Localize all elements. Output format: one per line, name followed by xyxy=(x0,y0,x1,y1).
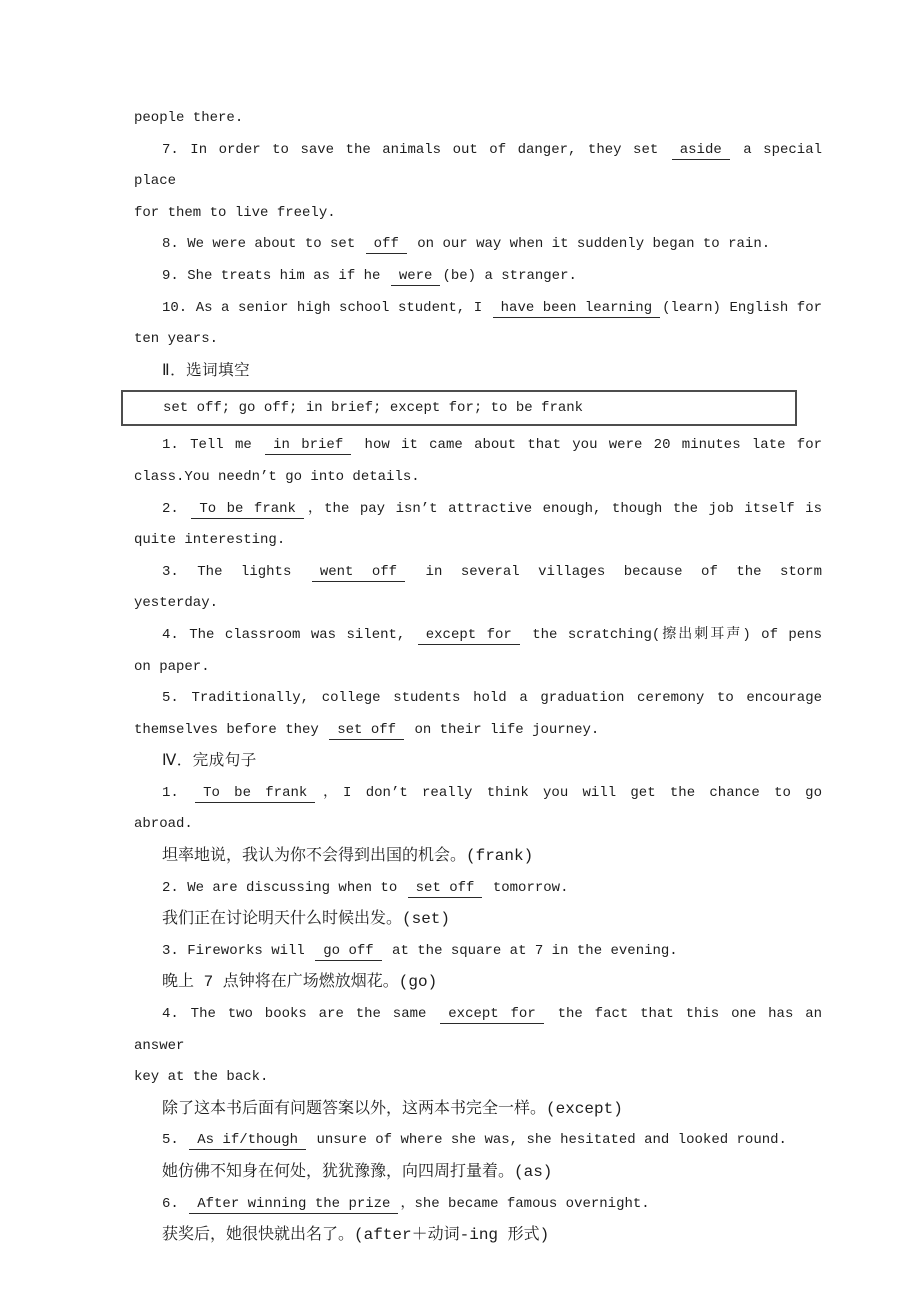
answer-blank: have been learning xyxy=(493,300,660,318)
exercise-line xyxy=(134,324,822,356)
text-run: 6. xyxy=(162,1195,188,1212)
text-run: ，she became famous overnight. xyxy=(400,1195,650,1212)
text-run: ten years. xyxy=(134,331,219,348)
text-run: 10. As a senior high school student, I xyxy=(162,299,491,316)
text-run: 2. We are discussing when to xyxy=(162,879,406,896)
text-run: key at the back. xyxy=(134,1069,269,1086)
text-run: Ⅳ．完成句子 xyxy=(162,752,257,771)
exercise-line xyxy=(134,1062,822,1094)
exercise-line xyxy=(134,1157,822,1189)
exercise-line xyxy=(134,1189,822,1221)
answer-blank: were xyxy=(391,268,441,286)
exercise-line xyxy=(134,557,822,589)
text-run: 1. Tell me xyxy=(162,437,264,454)
text-run: (learn) English for xyxy=(662,299,822,316)
word-bank-box xyxy=(121,390,797,426)
text-run: 除了这本书后面有问题答案以外，这两本书完全一样。(except) xyxy=(162,1099,623,1118)
text-run: (be) a stranger. xyxy=(442,267,577,284)
exercise-line xyxy=(134,135,822,198)
exercise-line xyxy=(134,229,822,261)
answer-blank: To be frank xyxy=(191,501,304,519)
section-heading xyxy=(134,746,822,778)
exercise-line xyxy=(134,936,822,968)
exercise-line xyxy=(134,873,822,905)
exercise-line xyxy=(134,588,822,620)
text-run: for them to live freely. xyxy=(134,204,336,221)
exercise-line xyxy=(134,494,822,526)
answer-blank: To be frank xyxy=(195,785,315,803)
text-run: ，I don’t really think you will get the chance to go xyxy=(317,784,822,801)
exercise-line xyxy=(134,683,822,715)
exercise-line xyxy=(134,715,822,747)
text-run: 8. We were about to set xyxy=(162,236,364,253)
text-run: 4. The classroom was silent, xyxy=(162,626,416,643)
answer-blank: set off xyxy=(408,880,483,898)
exercise-line xyxy=(134,999,822,1062)
answer-blank: As if/though xyxy=(189,1132,306,1150)
answer-blank: After winning the prize xyxy=(189,1196,398,1214)
answer-blank: except for xyxy=(418,627,520,645)
exercise-line xyxy=(134,1094,822,1126)
word-bank-text: set off; go off; in brief; except for; to be frank xyxy=(163,400,584,417)
text-run: class.You needn’t go into details. xyxy=(134,468,420,485)
exercise-line xyxy=(134,904,822,936)
section-heading xyxy=(134,356,822,388)
text-run: 2. xyxy=(162,500,190,517)
exercise-line xyxy=(134,967,822,999)
answer-blank: set off xyxy=(329,722,404,740)
exercise-line xyxy=(134,293,822,325)
exercise-line xyxy=(134,1220,822,1252)
answer-blank: in brief xyxy=(265,437,351,455)
text-run: 1. xyxy=(162,784,194,801)
exercise-line xyxy=(134,620,822,652)
text-run: 我们正在讨论明天什么时候出发。(set) xyxy=(162,910,451,929)
text-run: 她仿佛不知身在何处，犹犹豫豫，向四周打量着。(as) xyxy=(162,1163,553,1181)
text-run: the fact that this one has an answer xyxy=(134,1006,823,1054)
text-run: 3. The lights xyxy=(162,563,310,580)
text-run: in several villages because of the storm xyxy=(407,563,822,580)
text-run: unsure of where she was, she hesitated and looked round. xyxy=(308,1132,787,1149)
answer-blank: aside xyxy=(672,142,730,160)
text-run: ，the pay isn’t attractive enough, though the job itself is xyxy=(305,500,822,517)
answer-blank: went off xyxy=(312,564,405,582)
text-run: Ⅱ．选词填空 xyxy=(162,361,251,380)
exercise-line xyxy=(134,462,822,494)
text-run: a special place xyxy=(134,141,822,190)
text-run: 5. xyxy=(162,1132,188,1149)
text-run: 9. She treats him as if he xyxy=(162,267,389,284)
text-run: 3. Fireworks will xyxy=(162,942,314,959)
text-run: tomorrow. xyxy=(484,879,569,896)
text-run: 获奖后，她很快就出名了。(after＋动词-ing 形式) xyxy=(162,1226,550,1245)
text-run: 晚上 7 点钟将在广场燃放烟花。(go) xyxy=(162,973,438,992)
exercise-line xyxy=(134,778,822,810)
exercise-line xyxy=(134,103,822,135)
text-run: yesterday. xyxy=(134,595,219,612)
text-run: abroad. xyxy=(134,816,193,833)
text-run: themselves before they xyxy=(134,721,328,738)
text-run: on our way when it suddenly began to rain. xyxy=(408,236,771,253)
answer-blank: except for xyxy=(440,1006,543,1024)
exercise-line xyxy=(134,809,822,841)
exercise-line xyxy=(134,430,822,462)
text-run: on paper. xyxy=(134,658,210,675)
text-run: 5. Traditionally, college students hold a graduation ceremony to encourage xyxy=(162,690,822,707)
exercise-line xyxy=(134,525,822,557)
answer-blank: go off xyxy=(315,943,381,961)
text-run: 7. In order to save the animals out of danger, they set xyxy=(162,141,670,158)
exercise-line xyxy=(134,1125,822,1157)
answer-blank: off xyxy=(366,236,407,254)
text-run: the scratching(擦出刺耳声) of pens xyxy=(521,626,823,643)
text-run: on their life journey. xyxy=(406,721,600,738)
text-run: 坦率地说，我认为你不会得到出国的机会。(frank) xyxy=(162,847,534,866)
text-run: people there. xyxy=(134,110,244,126)
exercise-line xyxy=(134,198,822,230)
text-run: how it came about that you were 20 minutes late for xyxy=(353,437,823,454)
exercise-line xyxy=(134,652,822,684)
text-run: quite interesting. xyxy=(134,532,286,549)
text-run: 4. The two books are the same xyxy=(162,1006,439,1023)
text-run: at the square at 7 in the evening. xyxy=(383,942,678,959)
exercise-line xyxy=(134,261,822,293)
exercise-line xyxy=(134,841,822,873)
